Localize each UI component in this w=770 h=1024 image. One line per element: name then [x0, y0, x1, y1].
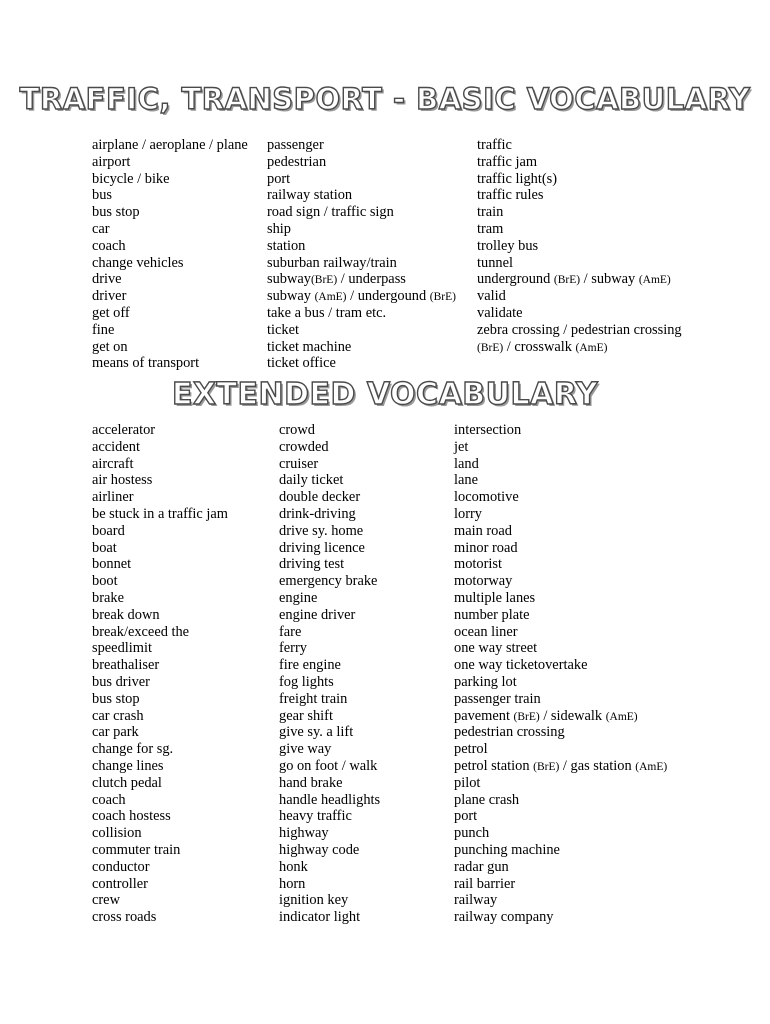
vocab-item: railway [454, 892, 498, 909]
vocab-item: break down [92, 606, 160, 623]
vocab-item: suburban railway/train [267, 254, 397, 271]
vocab-item: multiple lanes [454, 589, 536, 606]
vocab-item: breathaliser [92, 657, 160, 674]
vocab-item: give way [279, 741, 332, 758]
vocab-item: drive sy. home [279, 522, 364, 539]
vocab-item: crew [92, 892, 120, 909]
vocab-item: engine driver [279, 606, 356, 623]
vocab-item: get on [92, 338, 128, 355]
vocab-item: engine [279, 589, 318, 606]
vocab-item: car crash [92, 707, 144, 724]
vocab-item: ignition key [279, 892, 349, 909]
vocab-item: conductor [92, 858, 150, 875]
word: subway [267, 288, 315, 305]
vocab-item: road sign / traffic sign [267, 204, 394, 221]
vocab-item: driver [92, 288, 127, 305]
vocab-item: ticket machine [267, 338, 352, 355]
vocab-item: land [454, 455, 479, 472]
vocab-item [454, 758, 667, 775]
vocab-item: fire engine [279, 657, 341, 674]
vocab-item: passenger [267, 137, 324, 153]
vocab-item: double decker [279, 489, 361, 506]
vocab-item: traffic jam [477, 153, 538, 170]
region-tag: (AmE) [635, 760, 668, 773]
vocab-item: radar gun [454, 858, 509, 875]
vocab-item: zebra crossing / pedestrian crossing [477, 321, 682, 338]
vocab-item: bus stop [92, 690, 140, 707]
extended-column-2 [279, 422, 380, 926]
vocab-item: validate [477, 304, 523, 321]
vocab-item: board [92, 522, 125, 539]
vocab-item: fog lights [279, 673, 334, 690]
basic-column-2 [267, 137, 456, 372]
vocab-item: ticket office [267, 355, 336, 372]
vocab-item: air hostess [92, 472, 153, 489]
vocab-item: train [477, 204, 504, 221]
vocab-item: passenger train [454, 690, 541, 707]
vocab-item: collision [92, 825, 142, 842]
vocab-item: freight train [279, 690, 348, 707]
vocab-item: crowded [279, 438, 329, 455]
vocab-item [267, 271, 456, 288]
vocab-item: railway company [454, 909, 554, 926]
vocab-item: honk [279, 858, 308, 875]
word: / crosswalk [503, 338, 576, 355]
region-tag: (BrE) [429, 291, 456, 304]
vocab-item: horn [279, 875, 306, 892]
vocab-item: number plate [454, 606, 530, 623]
section-title: EXTENDED VOCABULARY [171, 377, 599, 412]
vocab-item: daily ticket [279, 472, 344, 489]
vocab-item: airliner [92, 489, 134, 506]
vocab-item: cruiser [279, 455, 319, 472]
vocab-item: pedestrian [267, 153, 327, 170]
region-tag: (BrE) [553, 274, 581, 287]
vocab-item: tunnel [477, 254, 513, 271]
vocab-item: bus [92, 187, 112, 204]
vocab-item: bonnet [92, 556, 132, 573]
word: petrol station [454, 757, 534, 774]
vocab-item: heavy traffic [279, 808, 352, 825]
word: / underpass [337, 271, 406, 288]
vocab-item: port [454, 808, 478, 825]
vocab-item: be stuck in a traffic jam [92, 505, 228, 522]
vocab-item: car park [92, 724, 139, 741]
vocab-item: take a bus / tram etc. [267, 304, 387, 321]
vocab-item: speedlimit [92, 640, 152, 657]
vocab-item: emergency brake [279, 573, 378, 590]
vocab-item: one way ticketovertake [454, 657, 588, 674]
vocab-item: get off [92, 304, 130, 321]
vocab-item [477, 271, 682, 288]
vocab-item [454, 708, 667, 725]
vocab-item: clutch pedal [92, 774, 162, 791]
word: subway [267, 271, 311, 288]
vocab-item [477, 339, 682, 356]
vocab-item: handle headlights [279, 791, 381, 808]
vocab-item: change for sg. [92, 741, 174, 758]
vocab-item: traffic [477, 137, 512, 153]
basic-column-3 [477, 137, 682, 355]
vocab-item: highway [279, 825, 329, 842]
vocab-item: boot [92, 573, 118, 590]
vocab-item: punch [454, 825, 490, 842]
vocab-item: highway code [279, 841, 360, 858]
vocab-item: drive [92, 271, 122, 288]
word: underground [477, 271, 554, 288]
vocab-item: brake [92, 589, 124, 606]
vocab-item: driving licence [279, 539, 365, 556]
word: pavement [454, 707, 514, 724]
vocab-item: traffic rules [477, 187, 544, 204]
vocab-item: rail barrier [454, 875, 516, 892]
vocab-item: port [267, 170, 291, 187]
vocab-item: plane crash [454, 791, 520, 808]
region-tag: (AmE) [605, 710, 638, 723]
region-tag: (BrE) [513, 710, 540, 723]
vocab-item: trolley bus [477, 237, 539, 254]
vocab-item: crowd [279, 422, 315, 438]
vocab-item: motorway [454, 573, 513, 590]
vocab-item: go on foot / walk [279, 757, 378, 774]
vocab-item: driving test [279, 556, 345, 573]
vocab-item: commuter train [92, 841, 181, 858]
vocab-item: motorist [454, 556, 502, 573]
vocab-item: ocean liner [454, 623, 518, 640]
vocab-item: valid [477, 288, 506, 305]
region-tag: (BrE) [310, 274, 338, 287]
vocab-item: airplane / aeroplane / plane [92, 137, 248, 153]
vocab-item: locomotive [454, 489, 519, 506]
vocab-item: coach [92, 791, 126, 808]
extended-column-1 [92, 422, 228, 926]
region-tag: (BrE) [477, 341, 504, 354]
region-tag: (AmE) [638, 274, 671, 287]
vocab-item: main road [454, 522, 512, 539]
vocab-item: aircraft [92, 455, 134, 472]
page-title: TRAFFIC, TRANSPORT - BASIC VOCABULARY [19, 82, 751, 116]
vocab-item: bus driver [92, 673, 150, 690]
word: / undergound [346, 288, 430, 305]
basic-column-1 [92, 137, 248, 372]
vocab-item: boat [92, 539, 117, 556]
vocab-item: accident [92, 438, 140, 455]
region-tag: (BrE) [533, 760, 560, 773]
vocab-item: controller [92, 875, 148, 892]
vocab-item: railway station [267, 187, 353, 204]
vocab-item: break/exceed the [92, 623, 190, 640]
vocab-item: minor road [454, 539, 518, 556]
vocab-item: traffic light(s) [477, 170, 558, 187]
vocab-item: jet [454, 438, 469, 455]
word: / subway [580, 271, 639, 288]
region-tag: (AmE) [314, 291, 347, 304]
word: / sidewalk [539, 707, 606, 724]
vocab-item: punching machine [454, 841, 560, 858]
vocab-item: lane [454, 472, 478, 489]
vocab-item: gear shift [279, 707, 333, 724]
vocab-item: change lines [92, 757, 164, 774]
vocab-item: coach [92, 237, 126, 254]
vocab-item [267, 288, 456, 305]
vocab-item: indicator light [279, 909, 361, 926]
vocab-item: fine [92, 321, 115, 338]
region-tag: (AmE) [575, 341, 608, 354]
word: / gas station [559, 757, 636, 774]
vocab-item: cross roads [92, 909, 157, 926]
vocab-item: give sy. a lift [279, 724, 354, 741]
vocab-item: intersection [454, 422, 522, 438]
vocab-item: lorry [454, 505, 482, 522]
vocab-item: car [92, 220, 110, 237]
vocab-item: one way street [454, 640, 538, 657]
vocab-item: drink-driving [279, 505, 356, 522]
vocab-item: airport [92, 153, 131, 170]
vocab-item: station [267, 237, 306, 254]
vocab-item: coach hostess [92, 808, 171, 825]
vocab-item: bicycle / bike [92, 170, 170, 187]
vocab-item: fare [279, 623, 302, 640]
vocab-item: parking lot [454, 673, 517, 690]
vocab-item: bus stop [92, 204, 140, 221]
vocab-item: hand brake [279, 774, 343, 791]
vocab-item: tram [477, 220, 504, 237]
vocab-item: petrol [454, 741, 488, 758]
vocab-item: ticket [267, 321, 299, 338]
vocab-item: pilot [454, 774, 481, 791]
vocab-item: change vehicles [92, 254, 184, 271]
extended-column-3 [454, 422, 667, 926]
vocab-item: means of transport [92, 355, 200, 372]
vocab-item: ferry [279, 640, 307, 657]
vocab-item: pedestrian crossing [454, 724, 565, 741]
vocab-item: accelerator [92, 422, 156, 438]
vocab-item: ship [267, 220, 291, 237]
